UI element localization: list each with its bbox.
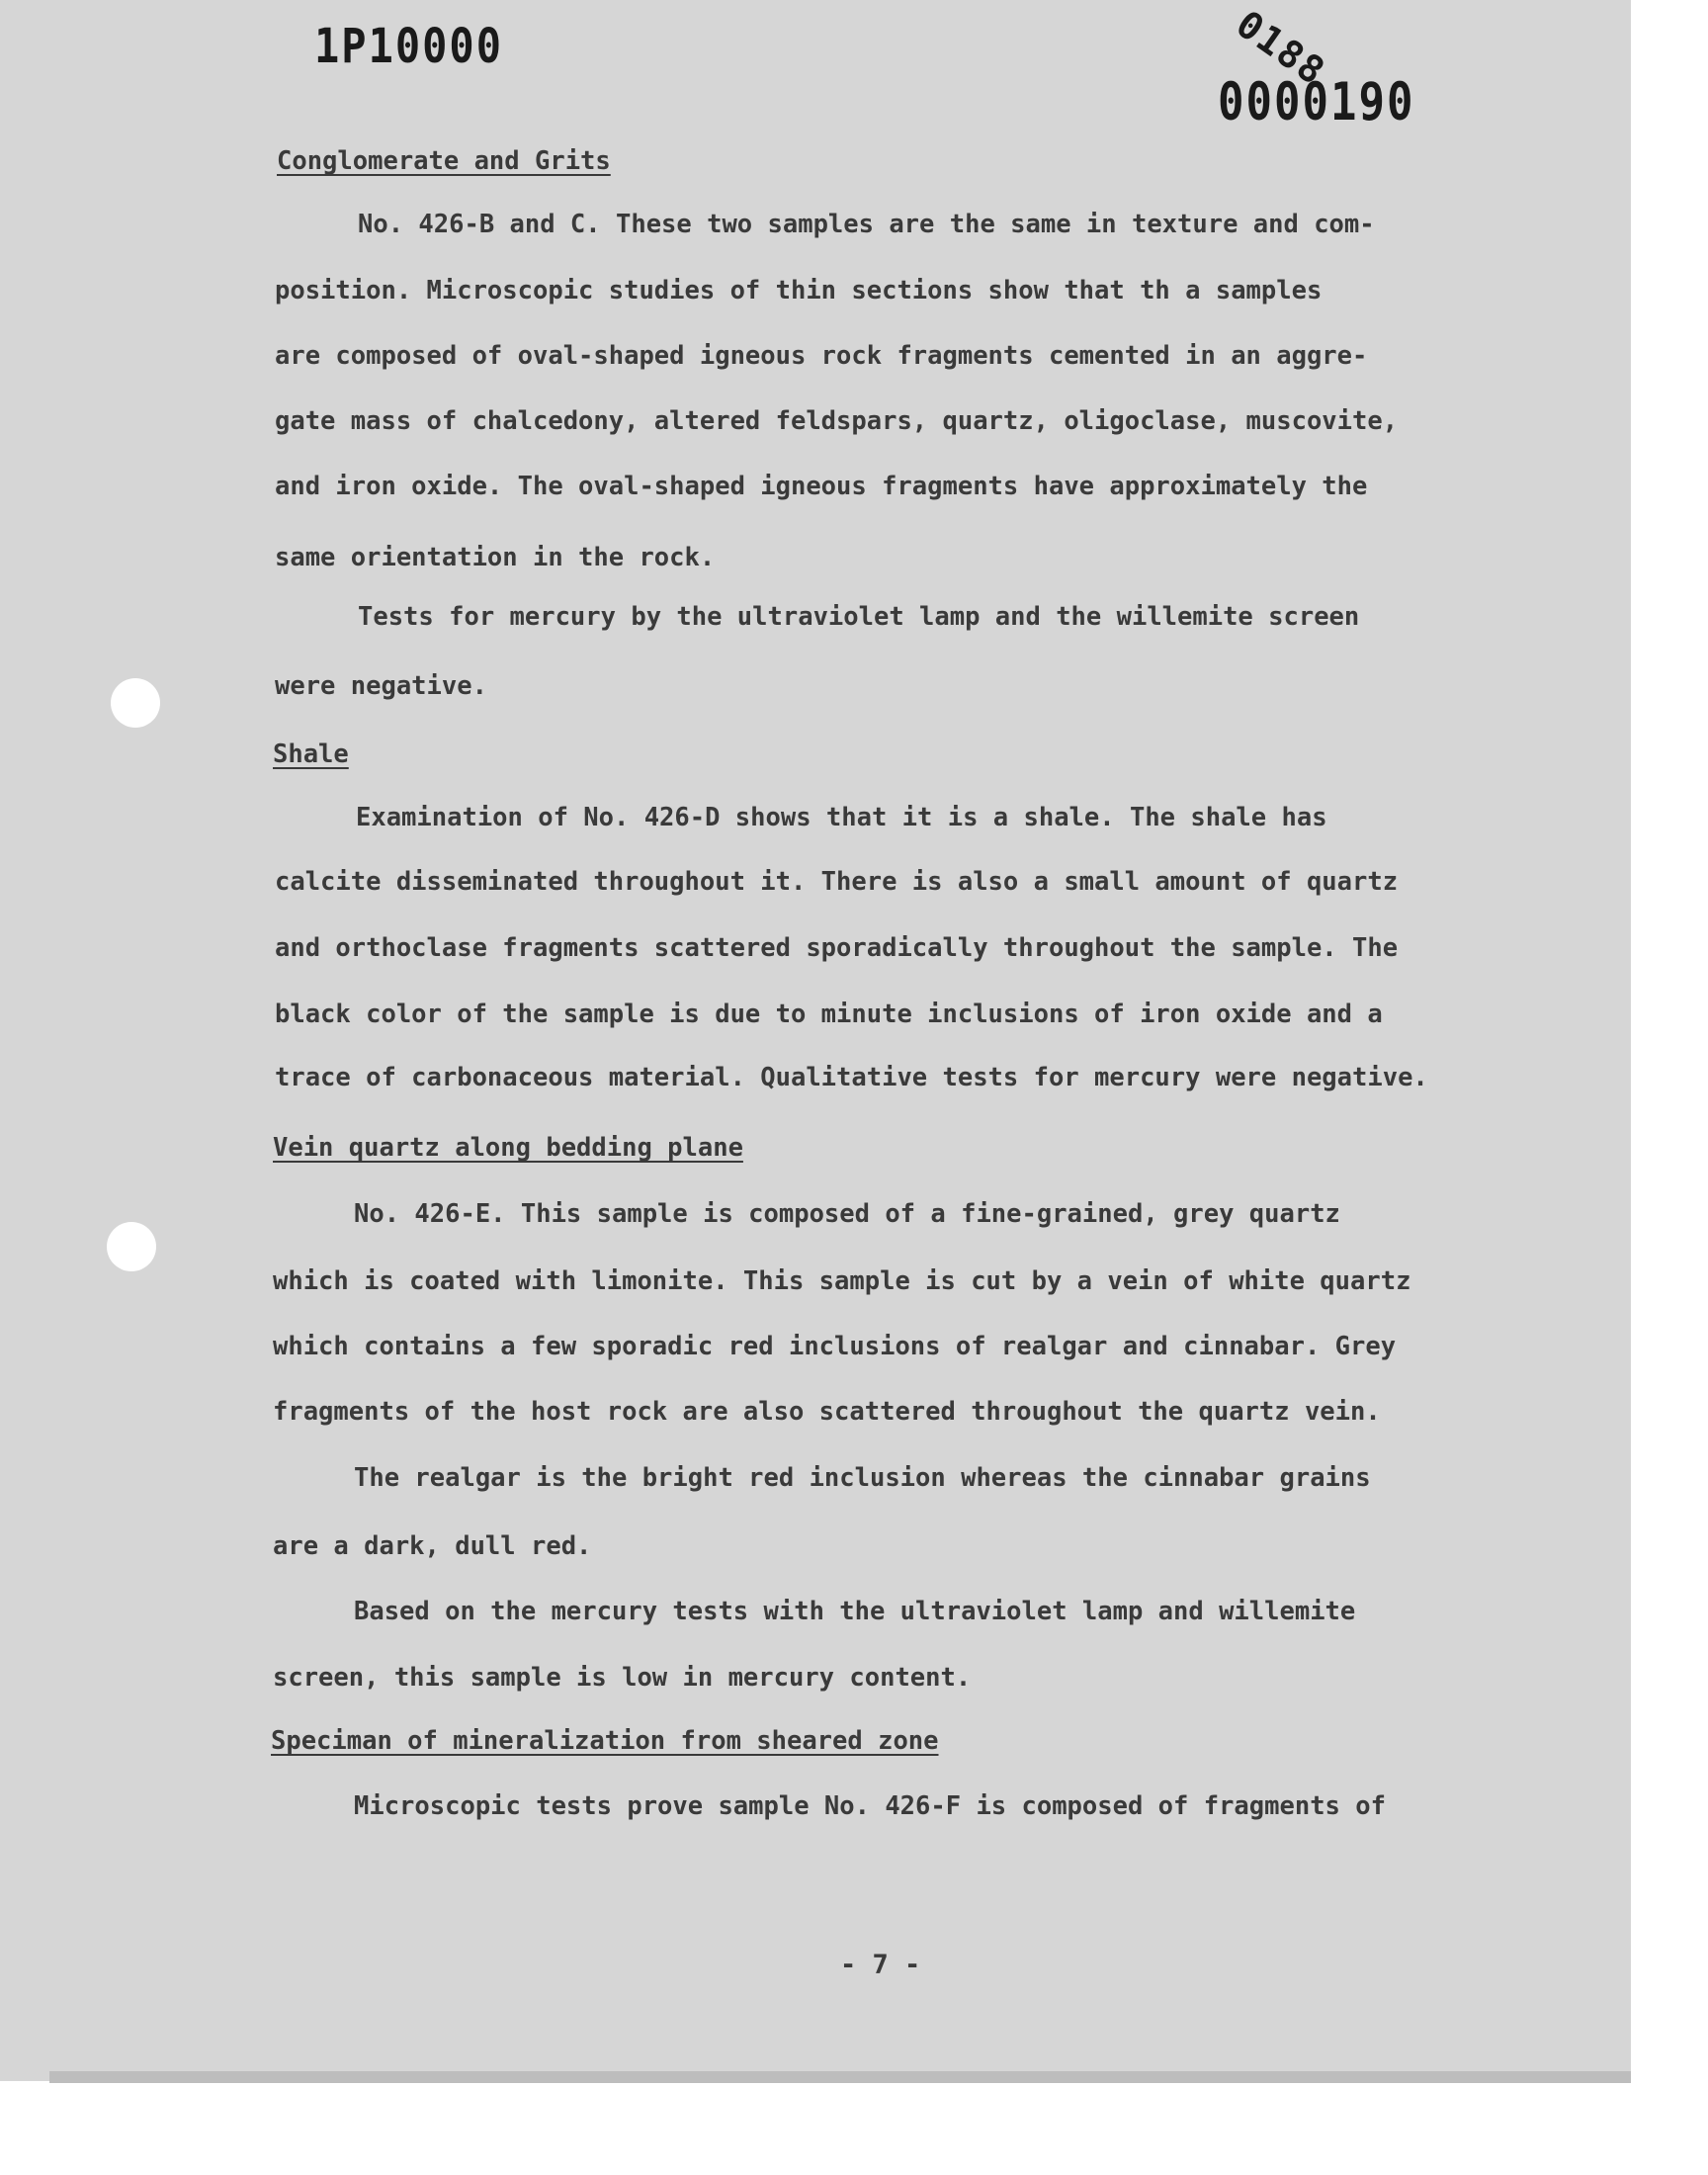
paragraph-line: The realgar is the bright red inclusion whereas the cinnabar grains xyxy=(354,1463,1371,1493)
paragraph-line: screen, this sample is low in mercury content. xyxy=(273,1663,972,1693)
paragraph-line: calcite disseminated throughout it. There is also a small amount of quartz xyxy=(275,867,1399,897)
document-id-stamp: 1P10000 xyxy=(314,18,504,74)
paragraph-line: Based on the mercury tests with the ultraviolet lamp and willemite xyxy=(354,1597,1356,1626)
paragraph-line: position. Microscopic studies of thin sections show that th a samples xyxy=(275,276,1323,305)
section-heading-vein-quartz: Vein quartz along bedding plane xyxy=(273,1133,743,1163)
paragraph-line: trace of carbonaceous material. Qualitative tests for mercury were negative. xyxy=(275,1063,1428,1092)
paragraph-line: Microscopic tests prove sample No. 426-F is composed of fragments of xyxy=(354,1791,1386,1821)
page-number: - 7 - xyxy=(840,1950,921,1980)
rotated-number-stamp: 0188 xyxy=(1228,2,1334,95)
paragraph-line: No. 426-B and C. These two samples are the same in texture and com- xyxy=(358,210,1375,239)
paragraph-line: were negative. xyxy=(275,671,487,701)
page-edge-shadow xyxy=(49,2071,1631,2083)
section-heading-conglomerate: Conglomerate and Grits xyxy=(277,146,611,176)
paragraph-line: and iron oxide. The oval-shaped igneous fragments have approximately the xyxy=(275,472,1368,501)
paragraph-line: fragments of the host rock are also scattered throughout the quartz vein. xyxy=(273,1397,1381,1427)
page-serial-stamp: 0000190 xyxy=(1218,71,1415,133)
paragraph-line: No. 426-E. This sample is composed of a fine-grained, grey quartz xyxy=(354,1199,1340,1229)
paragraph-line: are composed of oval-shaped igneous rock fragments cemented in an aggre- xyxy=(275,341,1368,371)
paragraph-line: Examination of No. 426-D shows that it is a shale. The shale has xyxy=(356,803,1327,832)
section-heading-specimen: Speciman of mineralization from sheared zone xyxy=(271,1726,939,1756)
punch-hole xyxy=(111,678,160,728)
paragraph-line: gate mass of chalcedony, altered feldspars, quartz, oligoclase, muscovite, xyxy=(275,406,1399,436)
paragraph-line: same orientation in the rock. xyxy=(275,543,716,572)
punch-hole xyxy=(107,1222,156,1271)
paragraph-line: which contains a few sporadic red inclusions of realgar and cinnabar. Grey xyxy=(273,1332,1397,1361)
paragraph-line: Tests for mercury by the ultraviolet lamp and the willemite screen xyxy=(358,602,1360,632)
paragraph-line: are a dark, dull red. xyxy=(273,1531,592,1561)
paragraph-line: which is coated with limonite. This sample is cut by a vein of white quartz xyxy=(273,1266,1411,1296)
section-heading-shale: Shale xyxy=(273,740,349,769)
paragraph-line: black color of the sample is due to minute inclusions of iron oxide and a xyxy=(275,1000,1383,1029)
paragraph-line: and orthoclase fragments scattered sporadically throughout the sample. The xyxy=(275,933,1399,963)
